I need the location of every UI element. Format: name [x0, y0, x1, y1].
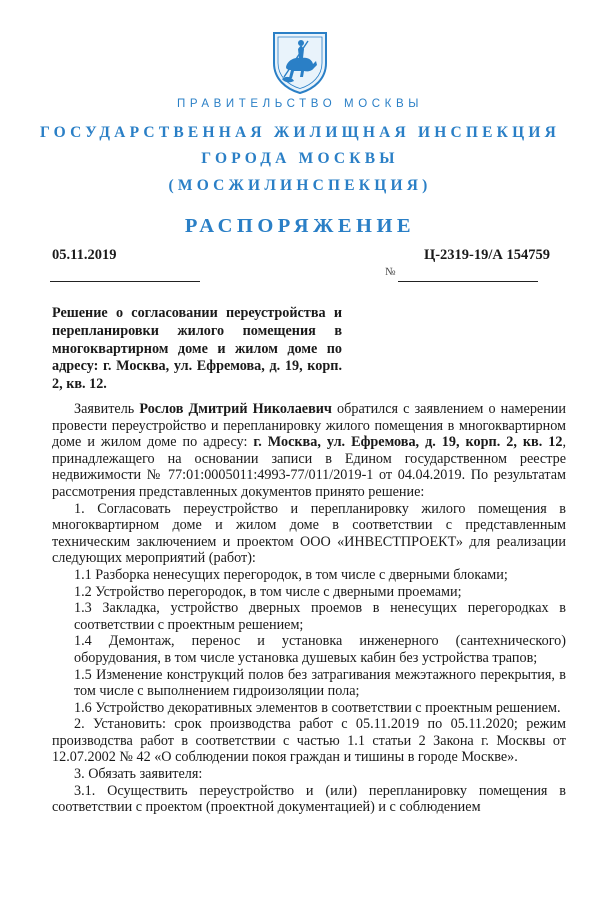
applicant-name: Рослов Дмитрий Николаевич	[139, 401, 332, 417]
document-body	[52, 401, 566, 816]
intro-text-3: , принадлежащего на основании записи в Едином государственном реестре недвижимости № 77:01:0005011:4993-77/011/2019-1 от 04.04.2019. По результатам рассмотрения представленных документов принято решение:	[52, 434, 566, 500]
intro-paragraph	[52, 401, 566, 501]
number-sign: №	[385, 266, 396, 278]
moscow-coat-of-arms-icon	[268, 27, 332, 95]
subitem-1-4: 1.4 Демонтаж, перенос и установка инженерного (сантехнического) оборудования, в том числе установка душевых кабин без устройства трапов;	[74, 633, 566, 666]
item-3: 3. Обязать заявителя:	[74, 766, 203, 783]
inspection-title-line1: ГОСУДАРСТВЕННАЯ ЖИЛИЩНАЯ ИНСПЕКЦИЯ	[40, 124, 560, 141]
subitem-1-1: 1.1 Разборка ненесущих перегородок, в том числе с дверными блоками;	[74, 566, 508, 583]
object-address: г. Москва, ул. Ефремова, д. 19, корп. 2, кв. 12	[253, 434, 563, 451]
item-1: 1. Согласовать переустройство и перепланировку жилого помещения в многоквартирном доме и жилом доме в соответствии с представленным техническим заключением и проектом ООО «ИНВЕСТПРОЕКТ» для реализации следующих мероприятий (работ):	[52, 500, 566, 567]
subitem-1-3: 1.3 Закладка, устройство дверных проемов в ненесущих перегородках в соответствии с проектным решением;	[74, 600, 566, 633]
document-number: Ц-2319-19/А 154759	[423, 247, 550, 263]
government-title: ПРАВИТЕЛЬСТВО МОСКВЫ	[176, 98, 424, 110]
subitem-1-2: 1.2 Устройство перегородок, в том числе с дверными проемами;	[74, 583, 462, 600]
subitem-1-6: 1.6 Устройство декоративных элементов в соответствии с проектным решением.	[74, 699, 561, 716]
inspection-title-line2: ГОРОДА МОСКВЫ	[201, 150, 399, 167]
subitem-1-5: 1.5 Изменение конструкций полов без затрагивания межэтажного перекрытия, в том числе с выполнением гидроизоляции пола;	[74, 666, 566, 700]
inspection-title-line3: (МОСЖИЛИНСПЕКЦИЯ)	[168, 177, 432, 194]
document-type-title: РАСПОРЯЖЕНИЕ	[184, 215, 416, 237]
document-subject: Решение о согласовании переустройства и перепланировки жилого помещения в многоквартирном доме и жилом доме по адресу: г. Москва, ул. Ефремова, д. 19, корп. 2, кв. 12.	[52, 305, 342, 393]
item-2: 2. Установить: срок производства работ с 05.11.2019 по 05.11.2020; режим производства работ в соответствии с частью 1.1 статьи 2 Закона г. Москвы от 12.07.2002 № 42 «О соблюдении покоя граждан и тишины в городе Москве».	[52, 716, 566, 766]
item-3-1: 3.1. Осуществить переустройство и (или) перепланировку помещения в соответствии с проектом (проектной документацией) и с соблюдением	[52, 782, 566, 816]
date-underline	[50, 281, 200, 282]
document-date: 05.11.2019	[52, 247, 117, 263]
intro-text-1: Заявитель	[74, 401, 140, 417]
number-underline	[398, 281, 538, 282]
intro-text-2: обратился с заявлением о намерении провести переустройство и перепланировку жилого помещения в многоквартирном доме и жилом доме по адресу:	[52, 401, 566, 451]
